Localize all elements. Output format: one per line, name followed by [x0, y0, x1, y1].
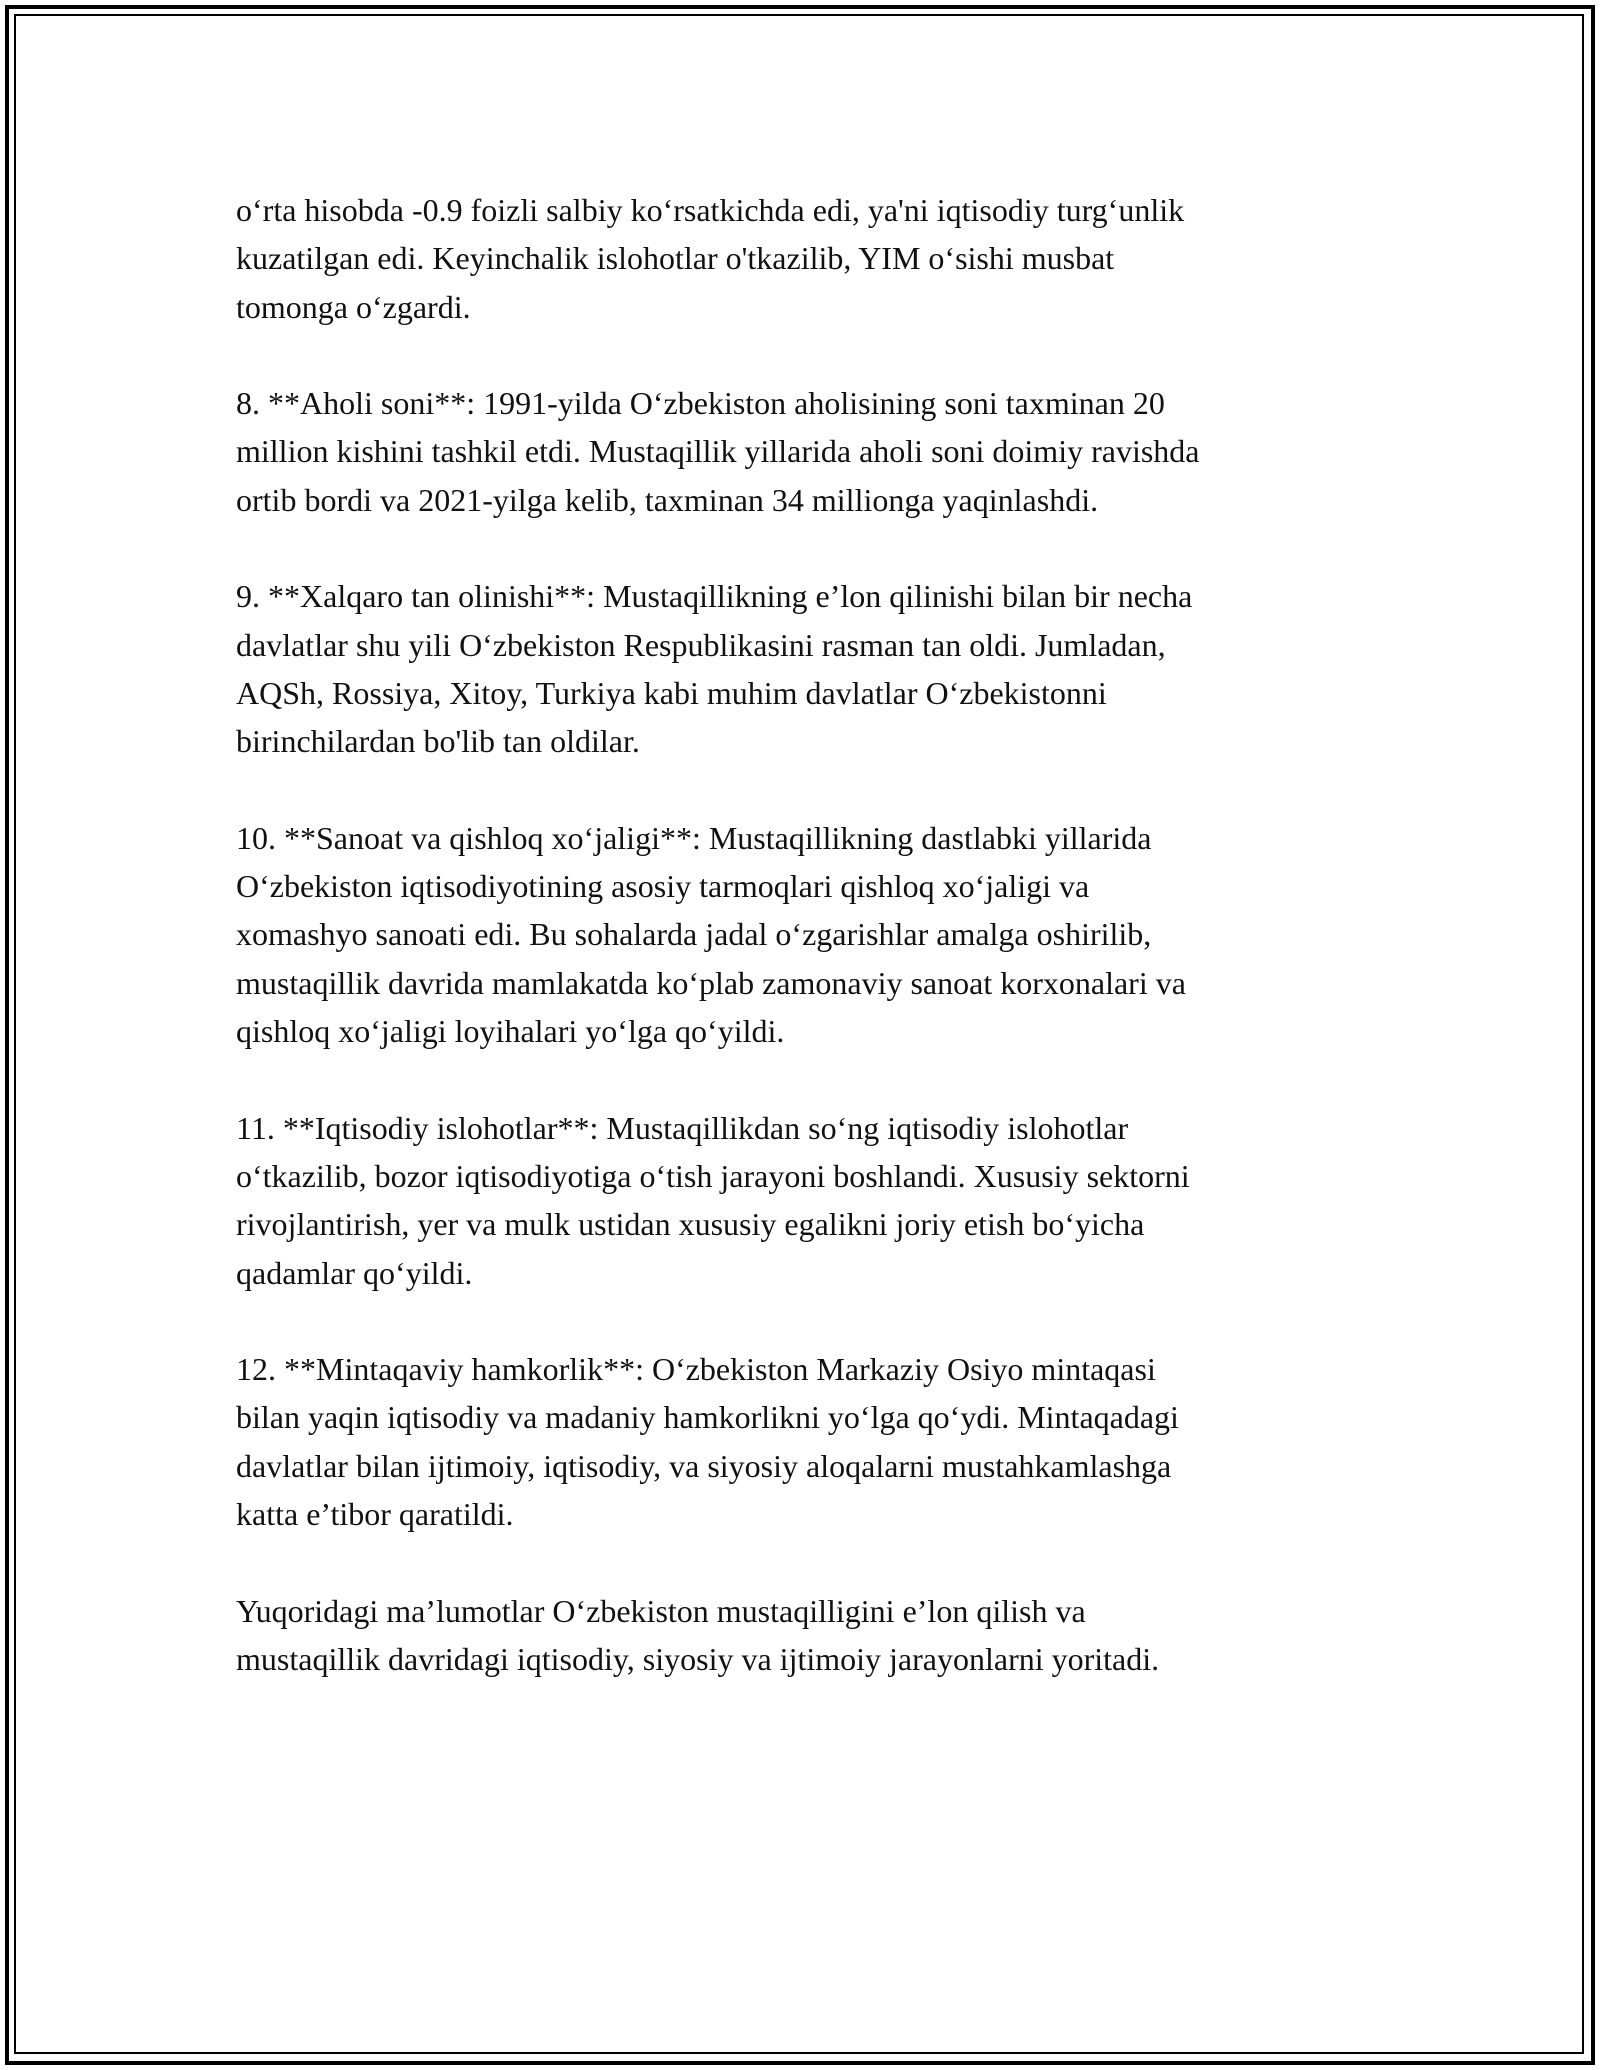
text-line: xomashyo sanoati edi. Bu sohalarda jadal o‘zgarishlar amalga oshirilib,: [236, 916, 1152, 953]
text-line: tomonga o‘zgardi.: [236, 288, 471, 325]
text-line: birinchilardan bo'lib tan oldilar.: [236, 723, 640, 760]
paragraph-economic-reforms: [236, 1104, 1366, 1297]
text-line: o‘rta hisobda -0.9 foizli salbiy ko‘rsatkichda edi, ya'ni iqtisodiy turg‘unlik: [236, 192, 1185, 228]
text-line: 12. **Mintaqaviy hamkorlik**: O‘zbekiston Markaziy Osiyo mintaqasi: [236, 1351, 1156, 1388]
text-line: 9. **Xalqaro tan olinishi**: Mustaqillikning e’lon qilinishi bilan bir necha: [236, 578, 1193, 615]
text-line: AQSh, Rossiya, Xitoy, Turkiya kabi muhim davlatlar O‘zbekistonni: [236, 674, 1107, 711]
text-line: bilan yaqin iqtisodiy va madaniy hamkorlikni yo‘lga qo‘ydi. Mintaqadagi: [236, 1399, 1179, 1436]
paragraph-regional-cooperation: [236, 1345, 1366, 1538]
text-line: Yuqoridagi ma’lumotlar O‘zbekiston mustaqilligini e’lon qilish va: [236, 1592, 1086, 1629]
text-line: qadamlar qo‘yildi.: [236, 1254, 473, 1291]
text-line: davlatlar bilan ijtimoiy, iqtisodiy, va siyosiy aloqalarni mustahkamlashga: [236, 1447, 1172, 1484]
text-line: rivojlantirish, yer va mulk ustidan xususiy egalikni joriy etish bo‘yicha: [236, 1206, 1145, 1243]
text-line: million kishini tashkil etdi. Mustaqillik yillarida aholi soni doimiy ravishda: [236, 433, 1200, 470]
text-line: 10. **Sanoat va qishloq xo‘jaligi**: Mustaqillikning dastlabki yillarida: [236, 819, 1152, 856]
text-line: mustaqillik davrida mamlakatda ko‘plab zamonaviy sanoat korxonalari va: [236, 964, 1186, 1001]
paragraph-international-recognition: [236, 572, 1366, 765]
text-line: 8. **Aholi soni**: 1991-yilda O‘zbekiston aholisining soni taxminan 20: [236, 385, 1165, 422]
paragraph-gdp-continuation: [236, 186, 1366, 331]
text-line: ortib bordi va 2021-yilga kelib, taxminan 34 millionga yaqinlashdi.: [236, 481, 1099, 518]
text-line: 11. **Iqtisodiy islohotlar**: Mustaqillikdan so‘ng iqtisodiy islohotlar: [236, 1109, 1129, 1146]
text-line: O‘zbekiston iqtisodiyotining asosiy tarmoqlari qishloq xo‘jaligi va: [236, 868, 1090, 905]
text-line: qishloq xo‘jaligi loyihalari yo‘lga qo‘yildi.: [236, 1013, 785, 1050]
text-line: mustaqillik davridagi iqtisodiy, siyosiy va ijtimoiy jarayonlarni yoritadi.: [236, 1640, 1160, 1677]
text-line: kuzatilgan edi. Keyinchalik islohotlar o'tkazilib, YIM o‘sishi musbat: [236, 240, 1115, 277]
text-line: katta e’tibor qaratildi.: [236, 1496, 514, 1533]
paragraph-conclusion: [236, 1587, 1366, 1684]
text-line: davlatlar shu yili O‘zbekiston Respublikasini rasman tan oldi. Jumladan,: [236, 626, 1166, 663]
paragraph-industry-agriculture: [236, 814, 1366, 1055]
text-line: o‘tkazilib, bozor iqtisodiyotiga o‘tish jarayoni boshlandi. Xususiy sektorni: [236, 1157, 1190, 1194]
document-body: [236, 186, 1366, 1683]
paragraph-population: [236, 379, 1366, 524]
